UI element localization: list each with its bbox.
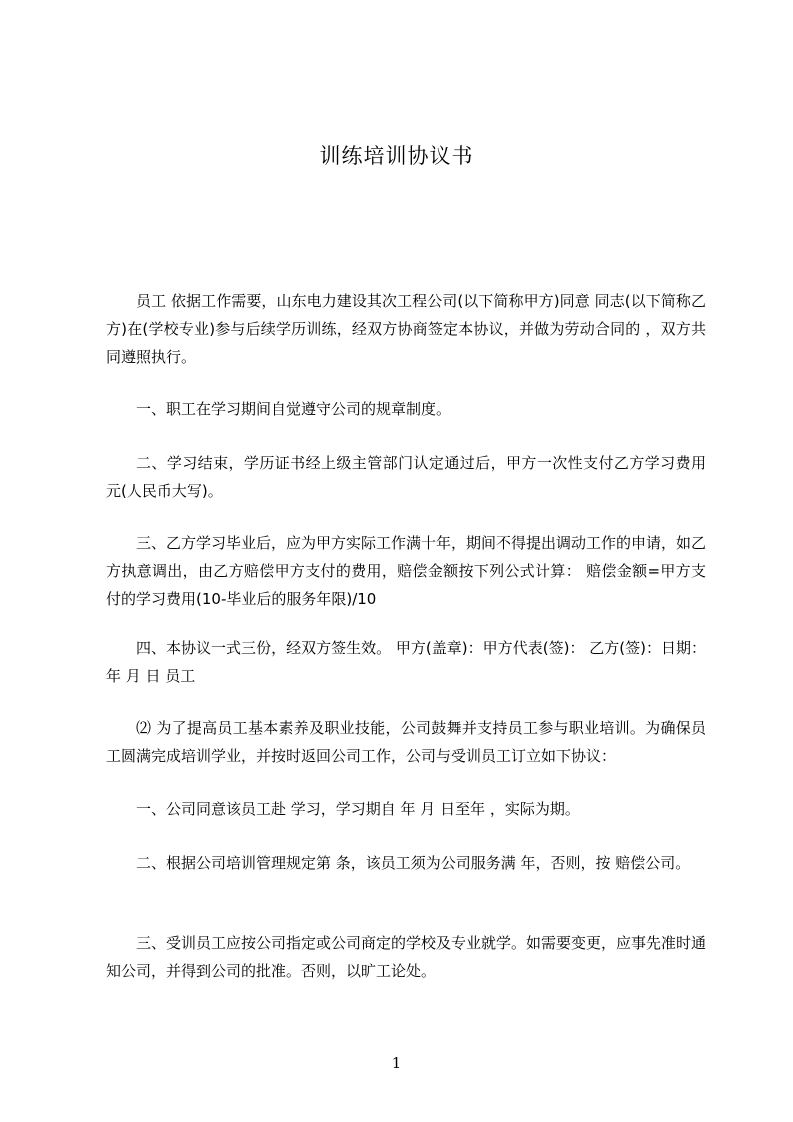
clause-3-paragraph: 三、乙方学习毕业后，应为甲方实际工作满十年，期间不得提出调动工作的申请，如乙方执意调出，由乙方赔偿甲方支付的费用，赔偿金额按下列公式计算： 赔偿金额=甲方支付的学习费用(10-毕业后的服务年限)/10 (106, 534, 707, 608)
clause-1-paragraph: 一、职工在学习期间自觉遵守公司的规章制度。 (136, 400, 452, 418)
clause-4-paragraph: 四、本协议一式三份，经双方签生效。 甲方(盖章)：甲方代表(签)： 乙方(签)：日期：年 月 日 员工 (106, 639, 706, 685)
agreement-clause-3-paragraph: 三、受训员工应按公司指定或公司商定的学校及专业就学。如需要变更，应事先准时通知公司，并得到公司的批准。否则，以旷工论处。 (106, 934, 707, 980)
agreement-clause-1-paragraph: 一、公司同意该员工赴 学习，学习期自 年 月 日至年 ，实际为期。 (136, 800, 580, 818)
clause-2-paragraph: 二、学习结束，学历证书经上级主管部门认定通过后，甲方一次性支付乙方学习费用 元(人民币大写)。 (106, 454, 706, 500)
intro-paragraph: 员工 依据工作需要，山东电力建设其次工程公司(以下简称甲方)同意 同志(以下简称乙方)在(学校专业)参与后续学历训练，经双方协商签定本协议，并做为劳动合同的 ，双方共同遵照执行。 (106, 292, 706, 366)
agreement-clause-2-paragraph: 二、根据公司培训管理规定第 条，该员工须为公司服务满 年，否则，按 赔偿公司。 (136, 854, 691, 872)
section-2-intro-paragraph: ⑵ 为了提高员工基本素养及职业技能，公司鼓舞并支持员工参与职业培训。为确保员工圆满完成培训学业，并按时返回公司工作，公司与受训员工订立如下协议： (106, 719, 706, 765)
document-title: 训练培训协议书 (319, 144, 474, 168)
page-number: 1 (391, 1054, 402, 1072)
